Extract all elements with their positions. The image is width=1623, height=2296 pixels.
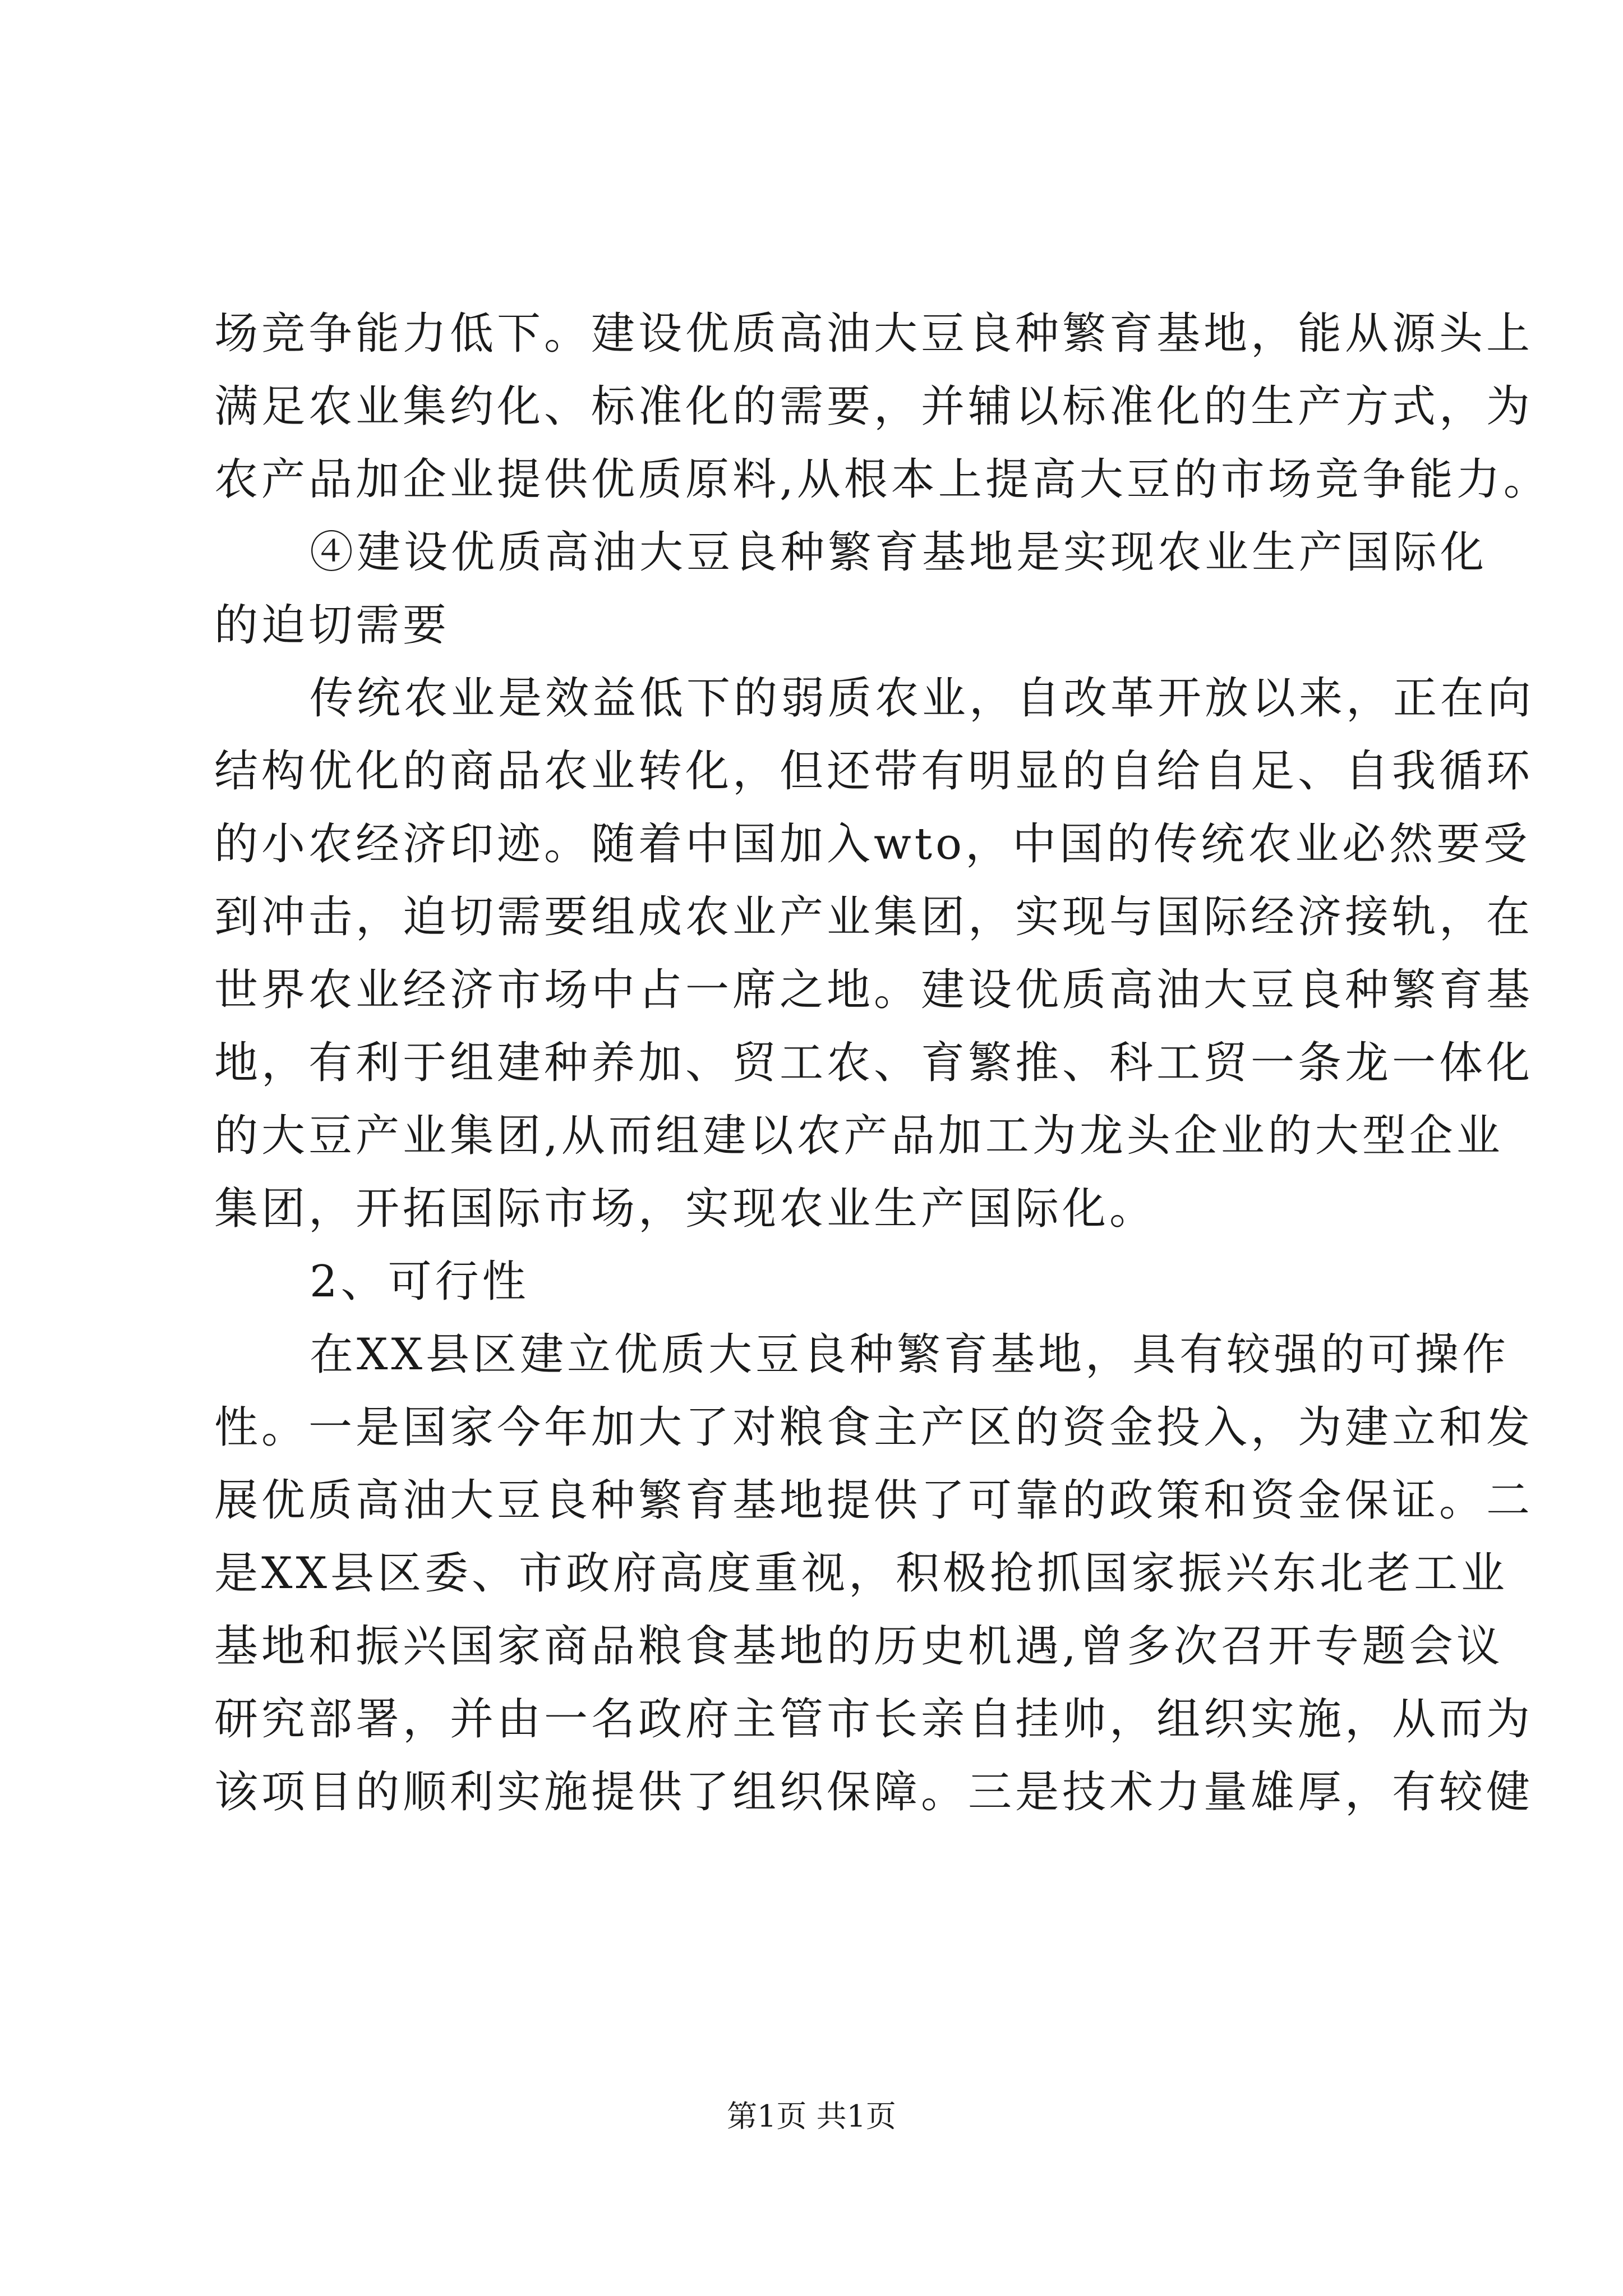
section-heading-line: ④建设优质高油大豆良种繁育基地是实现农业生产国际化 xyxy=(310,527,1488,578)
text-line: 展优质高油大豆良种繁育基地提供了可靠的政策和资金保证。二 xyxy=(214,1475,1534,1526)
text-line: 的大豆产业集团,从而组建以农产品加工为龙头企业的大型企业 xyxy=(214,1111,1504,1161)
text-line: 集团，开拓国际市场，实现农业生产国际化。 xyxy=(214,1184,1157,1234)
text-line: 到冲击，迫切需要组成农业产业集团，实现与国际经济接轨，在 xyxy=(214,892,1534,942)
text-line: 场竞争能力低下。建设优质高油大豆良种繁育基地，能从源头上 xyxy=(214,309,1534,359)
text-line: 该项目的顺利实施提供了组织保障。三是技术力量雄厚，有较健 xyxy=(214,1767,1534,1818)
text-line: 的小农经济印迹。随着中国加入wto，中国的传统农业必然要受 xyxy=(214,819,1531,869)
text-line: 地，有利于组建种养加、贸工农、育繁推、科工贸一条龙一体化 xyxy=(214,1038,1534,1088)
text-line: 世界农业经济市场中占一席之地。建设优质高油大豆良种繁育基 xyxy=(214,965,1534,1015)
document-body xyxy=(214,297,1551,1829)
text-line: 结构优化的商品农业转化，但还带有明显的自给自足、自我循环 xyxy=(214,746,1534,797)
text-line: 满足农业集约化、标准化的需要，并辅以标准化的生产方式，为 xyxy=(214,381,1534,432)
text-line: 是XX县区委、市政府高度重视，积极抢抓国家振兴东北老工业 xyxy=(214,1548,1509,1599)
text-line: 性。一是国家今年加大了对粮食主产区的资金投入，为建立和发 xyxy=(214,1402,1534,1453)
text-line: 基地和振兴国家商品粮食基地的历史机遇,曾多次召开专题会议 xyxy=(214,1621,1504,1672)
section-heading-line: 的迫切需要 xyxy=(214,600,450,651)
page-number-footer: 第1页 共1页 xyxy=(727,2099,896,2134)
text-line: 农产品加企业提供优质原料,从根本上提高大豆的市场竞争能力。 xyxy=(214,454,1551,505)
paragraph-start-line: 在XX县区建立优质大豆良种繁育基地，具有较强的可操作 xyxy=(310,1329,1510,1380)
text-line: 研究部署，并由一名政府主管市长亲自挂帅，组织实施，从而为 xyxy=(214,1694,1534,1745)
paragraph-start-line: 传统农业是效益低下的弱质农业，自改革开放以来，正在向 xyxy=(310,673,1535,724)
section-heading-line: 2、可行性 xyxy=(310,1257,529,1307)
